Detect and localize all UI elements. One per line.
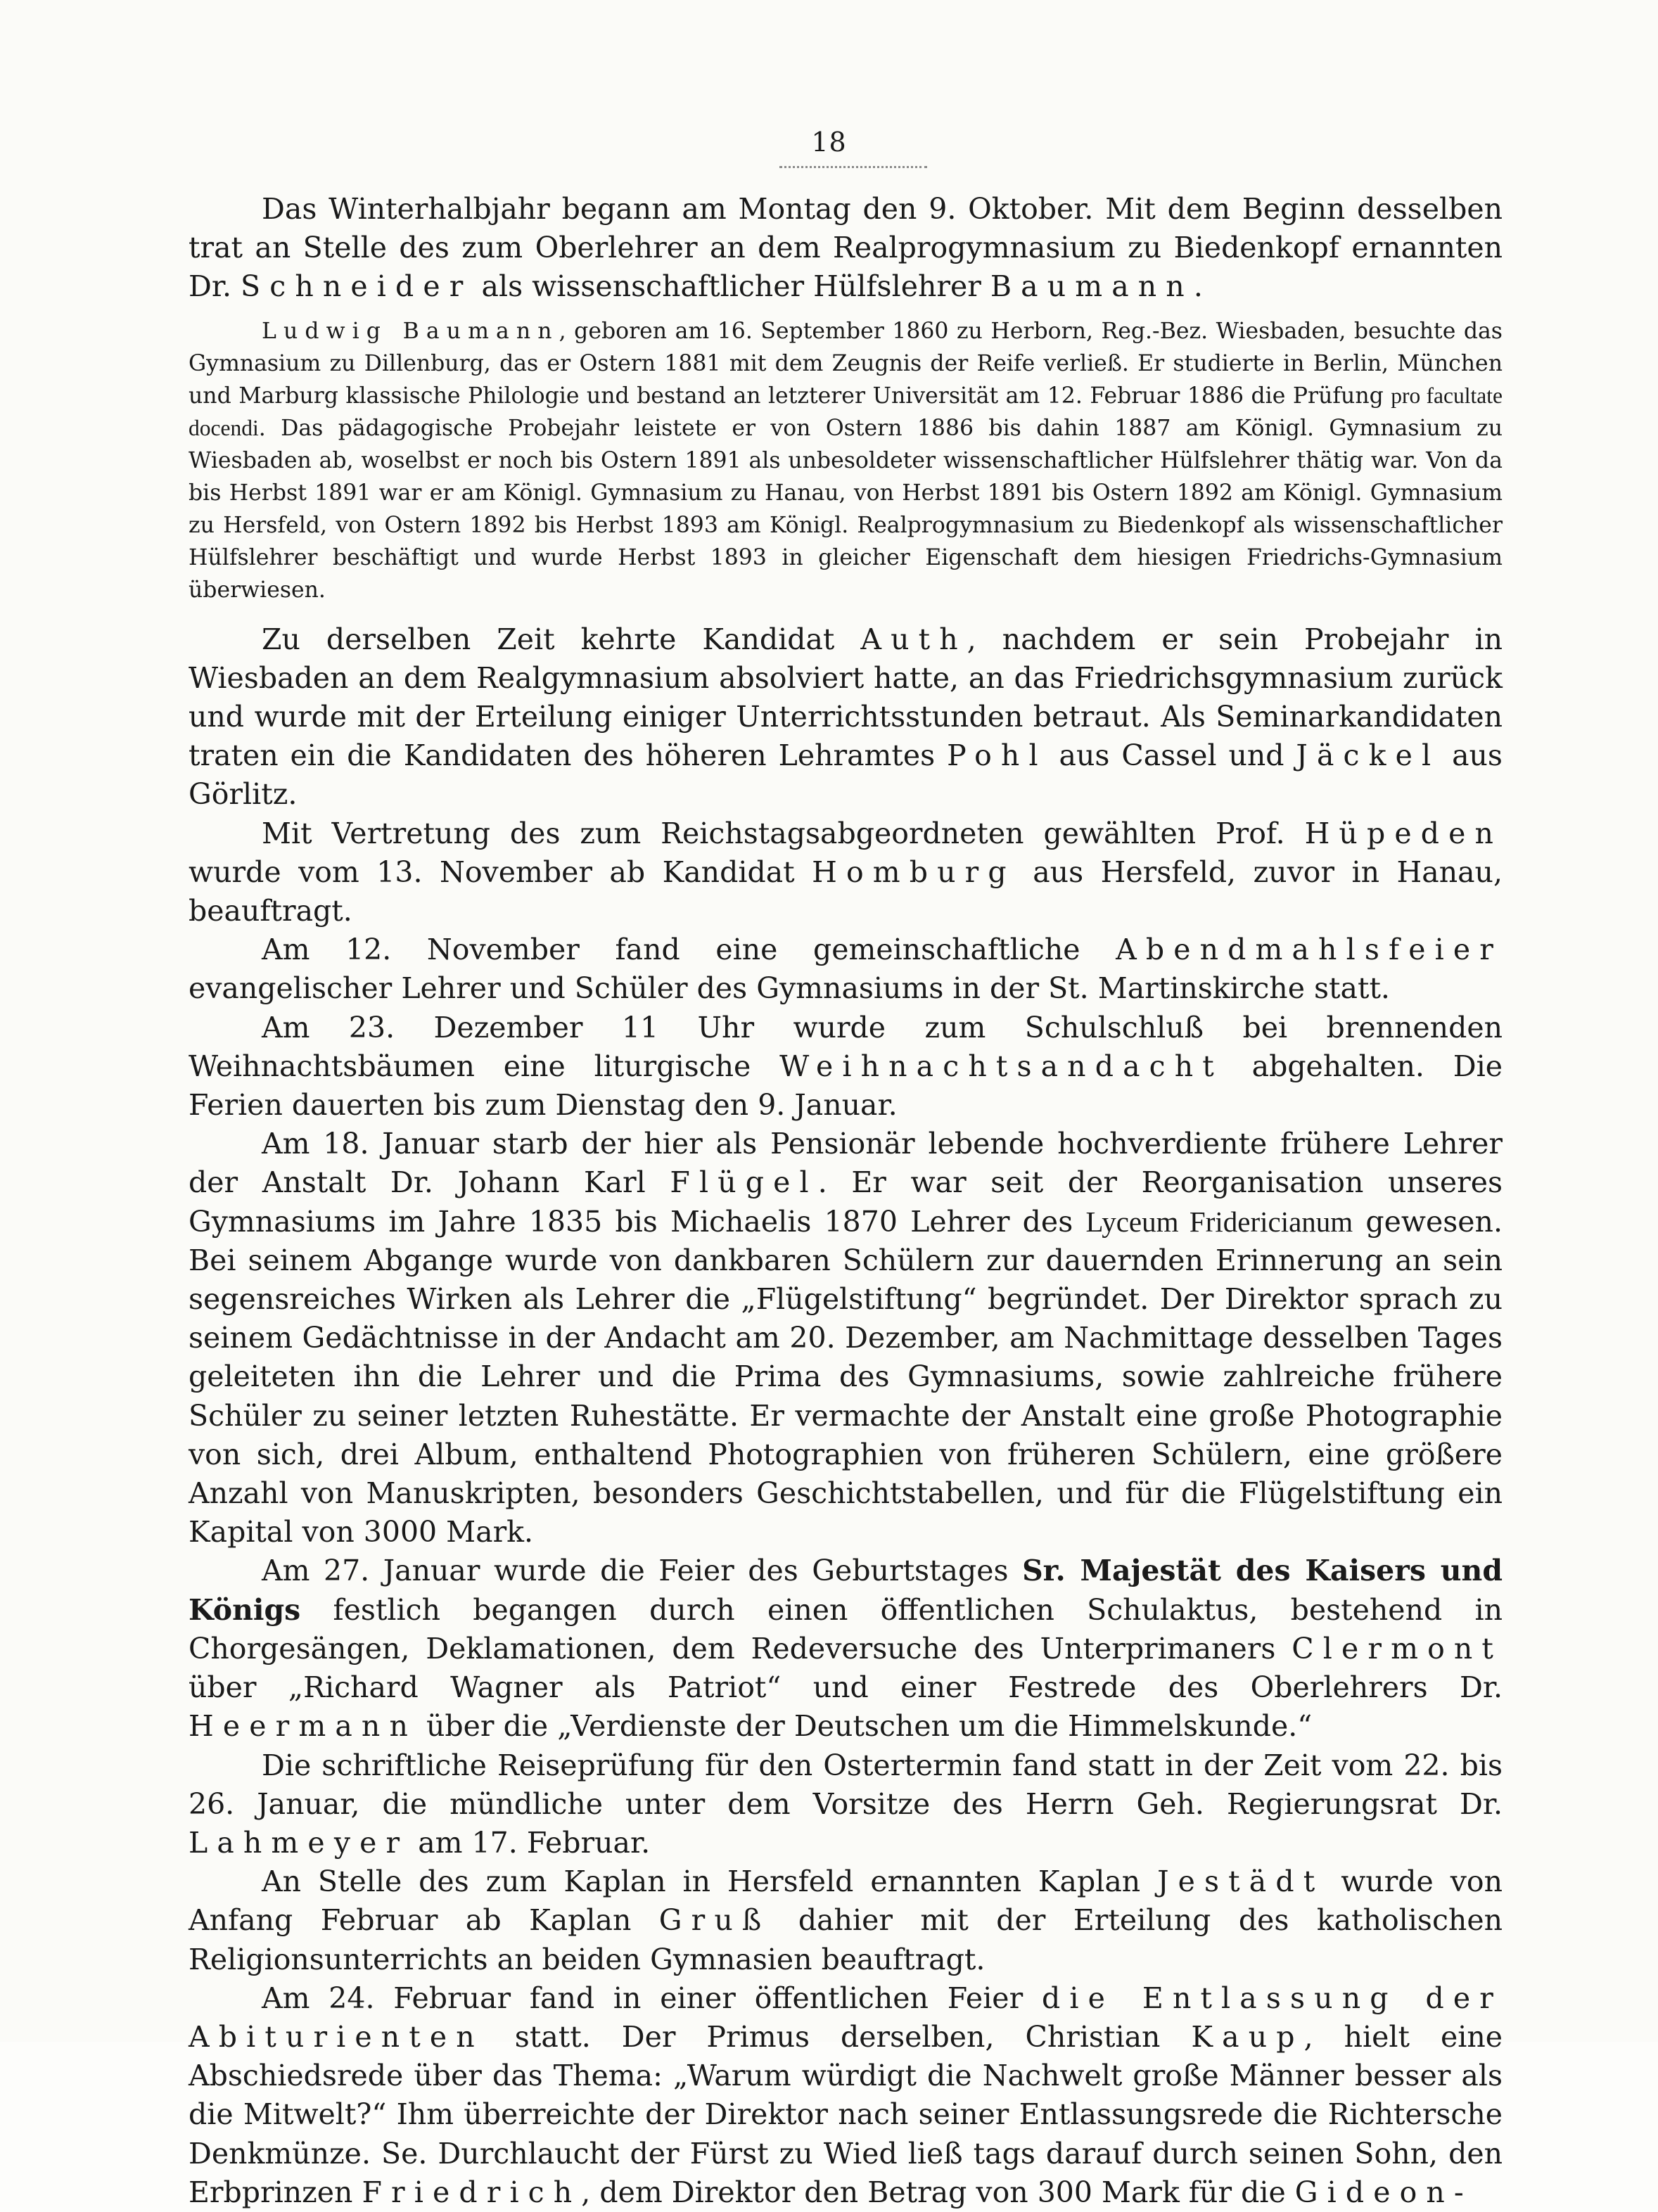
term-abendmahlsfeier: Abendmahlsfeier <box>1116 933 1503 967</box>
text-run: Am 23. Dezember 11 Uhr wurde zum Schulschluß bei brennenden Weihnachtsbäumen eine liturgische <box>189 1010 1503 1083</box>
text-run: Am 27. Januar wurde die Feier des Geburtstages <box>262 1554 1023 1588</box>
text-run: Zu derselben Zeit kehrte Kandidat <box>262 622 861 656</box>
text-run: als wissenschaftlicher Hülfslehrer <box>472 269 990 304</box>
paragraph-weihnachtsandacht <box>189 1009 1503 1125</box>
name-homburg: Homburg <box>812 855 1016 889</box>
text-run: Das Winterhalbjahr begann am Montag den 9. Oktober. Mit dem Beginn desselben trat an Stelle des zum Oberlehrer an dem Realprogymnasium zu Biedenkopf ernannten Dr. <box>189 192 1503 304</box>
name-jaeckel: Jäckel <box>1296 739 1441 773</box>
text-run: Am 12. November fand eine gemeinschaftliche <box>262 933 1116 967</box>
name-clermont: Clermont <box>1292 1631 1503 1666</box>
paragraph-entlassung <box>189 1979 1503 2212</box>
page-number: 18 <box>811 127 847 158</box>
footnote-baumann-biography <box>189 315 1503 606</box>
paragraph-kaplan <box>189 1862 1503 1979</box>
name-jestaedt: Jestädt <box>1157 1865 1325 1899</box>
name-friedrich: Friedrich <box>362 2175 582 2209</box>
text-run: Am 24. Februar fand in einer öffentlichen Feier <box>262 1981 1042 2015</box>
text-run: wurde von Anfang Februar ab Kaplan <box>189 1865 1503 1938</box>
name-huepeden: Hüpeden <box>1304 816 1503 850</box>
paragraph-winterhalbjahr <box>189 190 1503 307</box>
paragraph-reifepruefung <box>189 1746 1503 1863</box>
name-gruss: Gruß <box>658 1903 771 1938</box>
name-gideon: Gideon- <box>1294 2175 1473 2209</box>
text-run: , nachdem er sein Probejahr in Wiesbaden an dem Realgymnasium absolviert hatte, an das Friedrichsgymnasium zurück und wurde mit der Erteilung einiger Unterrichtsstunden betraut. Als Seminarkandidaten traten ein die Kandidaten des höheren Lehramtes <box>189 622 1503 773</box>
text-run: aus Hersfeld, zuvor in Hanau, beauftragt. <box>189 855 1503 928</box>
name-pohl: Pohl <box>947 739 1047 773</box>
text-run: Mit Vertretung des zum Reichstagsabgeordneten gewählten Prof. <box>262 816 1305 850</box>
term-weihnachtsandacht: Weihnachtsandacht <box>779 1049 1223 1083</box>
page-body <box>189 190 1503 2212</box>
text-run: Am 18. Januar starb der hier als Pensionär lebende hochverdiente frühere Lehrer der Anstalt Dr. Johann Karl <box>189 1127 1503 1200</box>
name-fluegel: Flügel <box>670 1165 818 1200</box>
name-heermann: Heermann <box>189 1709 417 1744</box>
name-baumann: Baumann <box>990 269 1194 304</box>
text-run: , hielt eine Abschiedsrede über das Thema: „Warum würdigt die Nachwelt große Männer besser als die Mitwelt?“ Ihm überreichte der Direktor nach seiner Entlassungsrede die Richtersche Denkmünze. Se. Durchlaucht der Fürst zu Wied ließ tags darauf durch seinen Sohn, den Erbprinzen <box>189 2019 1503 2209</box>
paragraph-kandidaten <box>189 620 1503 814</box>
text-run: am 17. Februar. <box>409 1825 651 1860</box>
text-run: evangelischer Lehrer und Schüler des Gymnasiums in der St. Martinskirche statt. <box>189 971 1390 1006</box>
text-run: gewesen. Bei seinem Abgange wurde von dankbaren Schülern zur dauernden Erinnerung an sein segensreiches Wirken als Lehrer die „Flügelstiftung“ begründet. Der Direktor sprach zu seinem Gedächtnisse in der Andacht am 20. Dezember, am Nachmittage desselben Tages geleiteten ihn die Lehrer und die Prima des Gymnasiums, sowie zahlreiche frühere Schüler zu seiner letzten Ruhestätte. Er vermachte der Anstalt eine große Photographie von sich, drei Album, enthaltend Photographien von früheren Schülern, eine größere Anzahl von Manuskripten, besonders Geschichtstabellen, und für die Flügelstiftung ein Kapital von 3000 Mark. <box>189 1204 1503 1549</box>
text-run: aus Görlitz. <box>189 739 1503 812</box>
text-run: , geboren am 16. September 1860 zu Herborn, Reg.-Bez. Wiesbaden, besuchte das Gymnasium zu Dillenburg, das er Ostern 1881 mit dem Zeugnis der Reife verließ. Er studierte in Berlin, München und Marburg klassische Philologie und bestand an letzterer Universität am 12. Februar 1886 die Prüfung <box>189 318 1503 409</box>
latin-phrase: pro facultate docendi <box>189 383 1503 440</box>
latin-phrase: Lyceum Fridericianum <box>1085 1205 1353 1238</box>
text-run: statt. Der Primus derselben, Christian <box>483 2019 1192 2054</box>
paragraph-fluegel <box>189 1125 1503 1552</box>
name-kaup: Kaup <box>1191 2019 1304 2054</box>
text-run: über die „Verdienste der Deutschen um die Himmelskunde.“ <box>416 1709 1313 1744</box>
text-run: . <box>1193 269 1203 304</box>
name-auth: Auth <box>860 622 967 656</box>
text-run: , dem Direktor den Betrag von 300 Mark für die <box>581 2175 1295 2209</box>
paragraph-vertretung <box>189 814 1503 931</box>
text-run: An Stelle des zum Kaplan in Hersfeld ernannten Kaplan <box>262 1865 1158 1899</box>
name-ludwig-baumann: Ludwig Baumann <box>262 318 559 344</box>
term-majestaet: Sr. Majestät des Kaisers und Königs <box>189 1554 1503 1627</box>
name-schneider: Schneider <box>241 269 473 304</box>
paragraph-kaisers-geburtstag <box>189 1552 1503 1746</box>
name-lahmeyer: Lahmeyer <box>189 1825 409 1860</box>
text-run: Die schriftliche Reiseprüfung für den Ostertermin fand statt in der Zeit vom 22. bis 26. Januar, die mündliche unter dem Vorsitze des Herrn Geh. Regierungsrat Dr. <box>189 1748 1503 1821</box>
text-run: aus Cassel und <box>1047 739 1296 773</box>
text-run: über „Richard Wagner als Patriot“ und einer Festrede des Oberlehrers Dr. <box>189 1670 1503 1705</box>
page-number-rule <box>779 166 927 168</box>
paragraph-abendmahlsfeier <box>189 931 1503 1008</box>
text-run: festlich begangen durch einen öffentlichen Schulaktus, bestehend in Chorgesängen, Deklamationen, dem Redeversuche des Unterprimaners <box>189 1592 1503 1666</box>
text-run: . Das pädagogische Probejahr leistete er von Ostern 1886 bis dahin 1887 am Königl. Gymnasium zu Wiesbaden ab, woselbst er noch bis Ostern 1891 als unbesoldeter wissenschaftlicher Hülfslehrer thätig war. Von da bis Herbst 1891 war er am Königl. Gymnasium zu Hanau, von Herbst 1891 bis Ostern 1892 am Königl. Gymnasium zu Hersfeld, von Ostern 1892 bis Herbst 1893 am Königl. Realprogymnasium zu Biedenkopf als wissenschaftlicher Hülfslehrer beschäftigt und wurde Herbst 1893 in gleicher Eigenschaft dem hiesigen Friedrichs-Gymnasium überwiesen. <box>189 415 1503 603</box>
text-run: . Er war seit der Reorganisation unseres Gymnasiums im Jahre 1835 bis Michaelis 1870 Lehrer des <box>189 1165 1503 1239</box>
term-entlassung-abiturienten: die Entlassung der Abiturienten <box>189 1981 1503 2054</box>
text-run: abgehalten. Die Ferien dauerten bis zum Dienstag den 9. Januar. <box>189 1049 1503 1123</box>
text-run: dahier mit der Erteilung des katholischen Religionsunterrichts an beiden Gymnasien beauftragt. <box>189 1903 1503 1976</box>
text-run: wurde vom 13. November ab Kandidat <box>189 855 812 889</box>
